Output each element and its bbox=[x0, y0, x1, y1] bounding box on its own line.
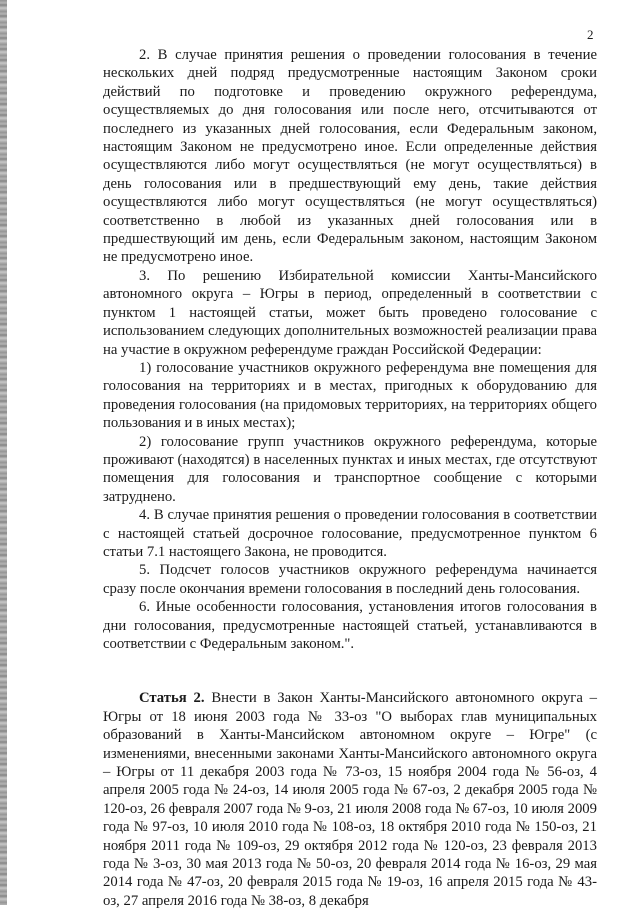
page-number: 2 bbox=[587, 27, 594, 42]
paragraph-3: 3. По решению Избирательной комиссии Ханты-Мансийского автономного округа – Югры в период, определенный в соответствии с пунктом 1 настоящей статьи, может быть проведено голосование с использованием следующих дополнительных возможностей реализации права на участие в окружном референдуме граждан Российской Федерации: bbox=[103, 267, 597, 358]
subitem-2: 2) голосование групп участников окружного референдума, которые проживают (находятся) в населенных пунктах и иных местах, где отсутствуют помещения для голосования и транспортное сообщение с которыми затруднено. bbox=[103, 433, 597, 505]
article-2-text: Внести в Закон Ханты-Мансийского автономного округа – Югры от 18 июня 2003 года № 33-оз "О выборах глав муниципальных образований в Ханты-Мансийском автономном округе – Югре" (с изменениями, внесенными законами Ханты-Мансийского автономного округа – Югры от 11 декабря 2003 года № 73-оз, 15 ноября 2004 года № 56-оз, 4 апреля 2005 года № 24-оз, 14 июля 2005 года № 67-оз, 2 декабря 2005 года № 120-оз, 26 февраля 2007 года № 9-оз, 21 июля 2008 года № 67-оз, 10 июля 2009 года № 97-оз, 10 июля 2010 года № 108-оз, 18 октября 2010 года № 150-оз, 21 ноября 2011 года № 109-оз, 29 октября 2012 года № 120-оз, 23 февраля 2013 года № 3-оз, 30 мая 2013 года № 50-оз, 20 февраля 2014 года № 16-оз, 29 мая 2014 года № 47-оз, 20 февраля 2015 года № 19-оз, 16 апреля 2015 года № 43-оз, 27 апреля 2016 года № 38-оз, 8 декабря bbox=[103, 690, 597, 909]
paragraph-2: 2. В случае принятия решения о проведении голосования в течение нескольких дней подряд предусмотренные настоящим Законом сроки действий по подготовке и проведению окружного референдума, осуществляемых до дня голосования или после него, отсчитываются от последнего из указанных дней голосования, если Федеральным законом, настоящим Законом не предусмотрено иное. Если определенные действия осуществляются либо могут осуществляться (не могут осуществляться) в день голосования или в предшествующий ему день, такие действия осуществляются либо могут осуществляться (не могут осуществляться) соответственно в любой из указанных дней голосования или в предшествующий им день, если Федеральным законом, настоящим Законом не предусмотрено иное. bbox=[103, 47, 597, 266]
scan-edge bbox=[0, 0, 7, 905]
document-body bbox=[103, 46, 597, 910]
paragraph-5: 5. Подсчет голосов участников окружного референдума начинается сразу после окончания времени голосования в последний день голосования. bbox=[103, 562, 597, 597]
article-2-paragraph bbox=[103, 689, 597, 910]
subitem-1: 1) голосование участников окружного референдума вне помещения для голосования на территориях и в местах, пригодных к оборудованию для проведения голосования (на придомовых территориях, на территориях общего пользования и в иных местах); bbox=[103, 359, 597, 432]
section-gap bbox=[103, 653, 597, 689]
paragraph-4: 4. В случае принятия решения о проведении голосования в соответствии с настоящей статьей досрочное голосование, предусмотренное пунктом 6 статьи 7.1 настоящего Закона, не проводится. bbox=[103, 507, 597, 560]
article-2-label: Статья 2. bbox=[139, 690, 205, 707]
paragraph-6: 6. Иные особенности голосования, установления итогов голосования в дни голосования, предусмотренные настоящей статьей, устанавливаются в соответствии с Федеральным законом.". bbox=[103, 599, 597, 652]
